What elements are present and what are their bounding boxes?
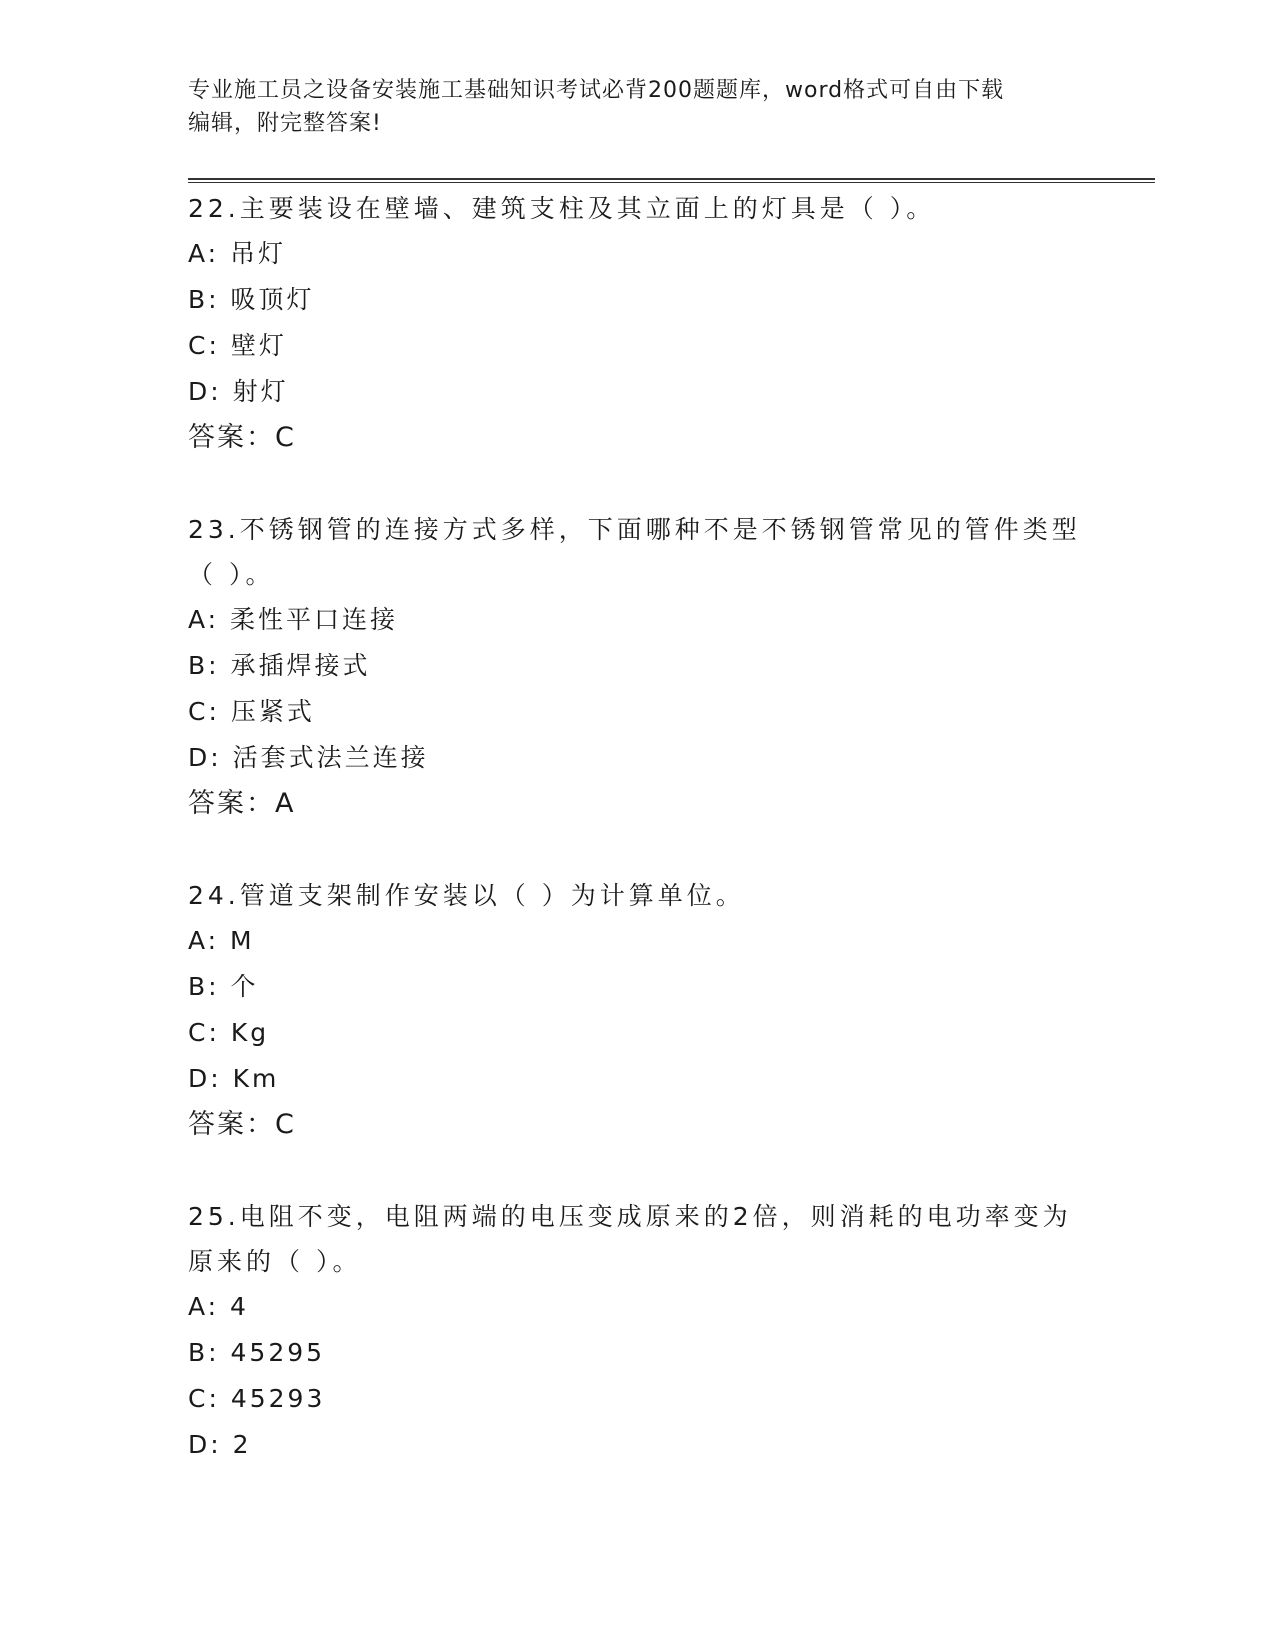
option-d: D: 2 — [188, 1430, 252, 1459]
answer-key: 答案：A — [188, 788, 296, 819]
option-d: D: 活套式法兰连接 — [188, 743, 429, 772]
option-a: A: 吊灯 — [188, 239, 287, 268]
option-c: C: 45293 — [188, 1384, 326, 1413]
option-c: C: Kg — [188, 1018, 270, 1047]
option-b: B: 45295 — [188, 1338, 326, 1367]
answer-key: 答案：C — [188, 422, 296, 453]
answer-key: 答案：C — [188, 1109, 296, 1140]
question-22 — [188, 186, 1088, 461]
option-b: B: 个 — [188, 972, 259, 1001]
question-25 — [188, 1194, 1088, 1468]
option-b: B: 吸顶灯 — [188, 285, 315, 314]
question-stem: 23.不锈钢管的连接方式多样，下面哪种不是不锈钢管常见的管件类型 — [188, 515, 1081, 544]
header-title-line-2: 编辑，附完整答案! — [188, 111, 382, 136]
option-d: D: Km — [188, 1064, 280, 1093]
question-stem: 22.主要装设在壁墙、建筑支柱及其立面上的灯具是（ ）。 — [188, 194, 936, 223]
option-b: B: 承插焊接式 — [188, 651, 371, 680]
header-title-line-1: 专业施工员之设备安装施工基础知识考试必背200题题库，word格式可自由下载 — [188, 78, 1005, 103]
option-a: A: 4 — [188, 1292, 249, 1321]
question-list — [188, 186, 1088, 1514]
question-24 — [188, 873, 1088, 1148]
document-header — [188, 74, 1068, 140]
option-c: C: 压紧式 — [188, 697, 315, 726]
question-23 — [188, 507, 1088, 827]
option-a: A: M — [188, 926, 255, 955]
question-stem: 24.管道支架制作安装以（ ）为计算单位。 — [188, 881, 745, 910]
header-divider — [188, 178, 1155, 183]
option-c: C: 壁灯 — [188, 331, 287, 360]
question-stem-continued: 原来的（ ）。 — [188, 1247, 362, 1276]
option-a: A: 柔性平口连接 — [188, 605, 399, 634]
option-d: D: 射灯 — [188, 377, 289, 406]
question-stem: 25.电阻不变，电阻两端的电压变成原来的2倍，则消耗的电功率变为 — [188, 1202, 1072, 1231]
question-stem-continued: （ ）。 — [188, 560, 275, 589]
